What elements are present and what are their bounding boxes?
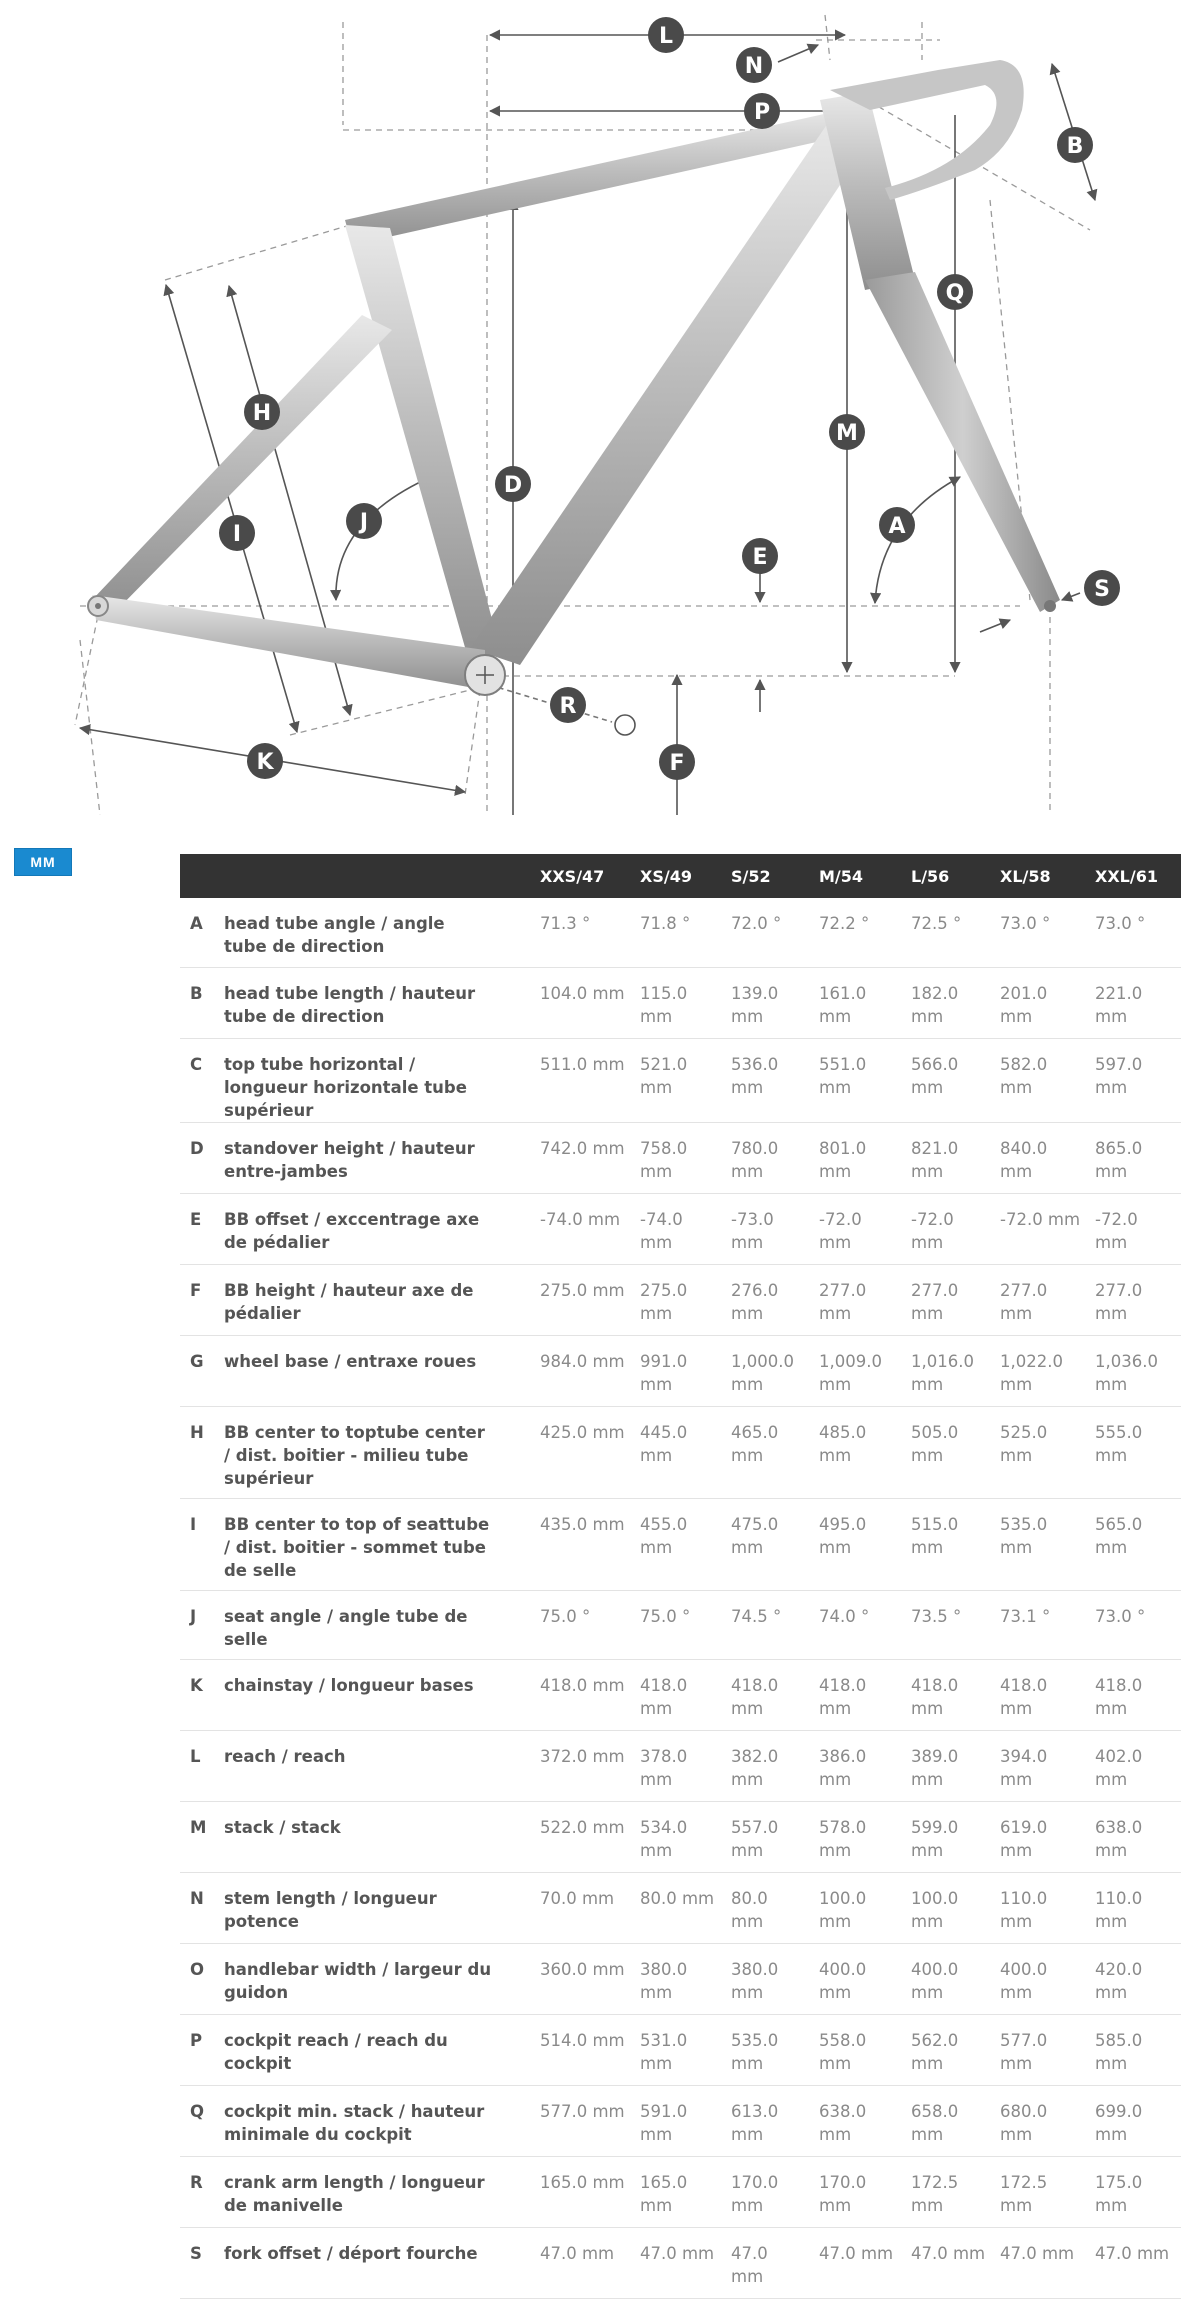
row-value: 558.0 mm: [811, 2014, 903, 2085]
row-value: 80.0 mm: [723, 1872, 811, 1943]
row-label: head tube angle / angle tube de direction: [216, 898, 532, 967]
row-label: reach / reach: [216, 1730, 532, 1801]
row-value: 485.0 mm: [811, 1406, 903, 1498]
svg-text:Q: Q: [945, 281, 965, 306]
table-row: [180, 2156, 1181, 2227]
row-label: cockpit min. stack / hauteur minimale du cockpit: [216, 2085, 532, 2156]
table-row: [180, 1801, 1181, 1872]
row-value: 277.0 mm: [811, 1264, 903, 1335]
row-value: 372.0 mm: [532, 1730, 632, 1801]
row-value: 840.0 mm: [992, 1122, 1087, 1193]
marker-p: [744, 93, 780, 129]
row-value: 418.0 mm: [632, 1659, 723, 1730]
row-value: 591.0 mm: [632, 2085, 723, 2156]
row-value: 110.0 mm: [1087, 1872, 1181, 1943]
row-value: 275.0 mm: [532, 1264, 632, 1335]
table-row: [180, 1122, 1181, 1193]
row-value: 418.0 mm: [532, 1659, 632, 1730]
row-value: 535.0 mm: [723, 2014, 811, 2085]
row-value: 402.0 mm: [1087, 1730, 1181, 1801]
row-value: 534.0 mm: [632, 1801, 723, 1872]
row-letter: S: [180, 2227, 216, 2298]
row-letter: H: [180, 1406, 216, 1498]
row-value: 418.0 mm: [1087, 1659, 1181, 1730]
row-value: 578.0 mm: [811, 1801, 903, 1872]
row-label: stack / stack: [216, 1801, 532, 1872]
row-value: 161.0 mm: [811, 967, 903, 1038]
row-letter: A: [180, 898, 216, 967]
svg-text:P: P: [753, 100, 771, 125]
row-value: 511.0 mm: [532, 1038, 632, 1122]
row-value: 104.0 mm: [532, 967, 632, 1038]
table-row: [180, 2014, 1181, 2085]
marker-n: [736, 47, 772, 83]
svg-text:F: F: [669, 751, 685, 776]
row-label: BB center to toptube center / dist. boitier - milieu tube supérieur: [216, 1406, 532, 1498]
row-value: 577.0 mm: [992, 2014, 1087, 2085]
header-size-s52: S/52: [731, 866, 771, 886]
row-value: 47.0 mm: [632, 2227, 723, 2298]
row-value: 276.0 mm: [723, 1264, 811, 1335]
row-label: top tube horizontal / longueur horizontale tube supérieur: [216, 1038, 532, 1122]
row-label: seat angle / angle tube de selle: [216, 1590, 532, 1659]
marker-r: [550, 687, 586, 723]
row-label: BB height / hauteur axe de pédalier: [216, 1264, 532, 1335]
row-value: 525.0 mm: [992, 1406, 1087, 1498]
svg-text:M: M: [836, 421, 858, 446]
table-row: [180, 1193, 1181, 1264]
header-size-l56: L/56: [911, 866, 950, 886]
header-size-m54: M/54: [819, 866, 864, 886]
row-value: 1,022.0 mm: [992, 1335, 1087, 1406]
table-row: [180, 1590, 1181, 1659]
table-row: [180, 898, 1181, 967]
row-value: 531.0 mm: [632, 2014, 723, 2085]
row-value: 658.0 mm: [903, 2085, 992, 2156]
row-value: 170.0 mm: [811, 2156, 903, 2227]
row-value: 71.3 °: [532, 898, 632, 967]
row-value: 400.0 mm: [992, 1943, 1087, 2014]
row-letter: D: [180, 1122, 216, 1193]
row-value: 47.0 mm: [903, 2227, 992, 2298]
table-row: [180, 1406, 1181, 1498]
row-value: 72.0 °: [723, 898, 811, 967]
row-value: 455.0 mm: [632, 1498, 723, 1590]
unit-toggle-mm[interactable]: MM: [14, 848, 72, 876]
marker-f: [659, 744, 695, 780]
row-value: 47.0 mm: [992, 2227, 1087, 2298]
svg-text:E: E: [752, 545, 768, 570]
table-row: [180, 1659, 1181, 1730]
marker-l: [648, 17, 684, 53]
row-value: 73.5 °: [903, 1590, 992, 1659]
row-value: 74.0 °: [811, 1590, 903, 1659]
row-value: 47.0 mm: [1087, 2227, 1181, 2298]
marker-h: [244, 394, 280, 430]
row-value: 47.0 mm: [532, 2227, 632, 2298]
row-value: 821.0 mm: [903, 1122, 992, 1193]
row-value: 70.0 mm: [532, 1872, 632, 1943]
row-value: 277.0 mm: [992, 1264, 1087, 1335]
row-label: BB center to top of seattube / dist. boitier - sommet tube de selle: [216, 1498, 532, 1590]
svg-text:N: N: [744, 54, 764, 79]
row-value: -74.0 mm: [532, 1193, 632, 1264]
row-value: 445.0 mm: [632, 1406, 723, 1498]
row-value: 565.0 mm: [1087, 1498, 1181, 1590]
row-letter: B: [180, 967, 216, 1038]
row-value: 505.0 mm: [903, 1406, 992, 1498]
table-row: [180, 1943, 1181, 2014]
row-value: 585.0 mm: [1087, 2014, 1181, 2085]
row-value: 75.0 °: [632, 1590, 723, 1659]
geometry-table: [180, 854, 1181, 2299]
svg-text:R: R: [559, 694, 577, 719]
geometry-table-body: [180, 898, 1181, 2298]
row-letter: R: [180, 2156, 216, 2227]
row-label: head tube length / hauteur tube de direction: [216, 967, 532, 1038]
row-value: 100.0 mm: [811, 1872, 903, 1943]
row-letter: F: [180, 1264, 216, 1335]
row-letter: C: [180, 1038, 216, 1122]
row-value: 1,009.0 mm: [811, 1335, 903, 1406]
row-value: 555.0 mm: [1087, 1406, 1181, 1498]
marker-d: [495, 466, 531, 502]
row-value: 165.0 mm: [632, 2156, 723, 2227]
row-value: 582.0 mm: [992, 1038, 1087, 1122]
row-value: 619.0 mm: [992, 1801, 1087, 1872]
row-letter: L: [180, 1730, 216, 1801]
row-value: 597.0 mm: [1087, 1038, 1181, 1122]
row-value: 418.0 mm: [723, 1659, 811, 1730]
row-value: 378.0 mm: [632, 1730, 723, 1801]
row-value: -72.0 mm: [811, 1193, 903, 1264]
row-value: 73.0 °: [1087, 1590, 1181, 1659]
row-value: 562.0 mm: [903, 2014, 992, 2085]
row-value: 277.0 mm: [1087, 1264, 1181, 1335]
row-value: 742.0 mm: [532, 1122, 632, 1193]
row-value: 389.0 mm: [903, 1730, 992, 1801]
row-value: 400.0 mm: [811, 1943, 903, 2014]
row-label: stem length / longueur potence: [216, 1872, 532, 1943]
svg-text:A: A: [888, 514, 906, 539]
row-value: 72.5 °: [903, 898, 992, 967]
row-value: 557.0 mm: [723, 1801, 811, 1872]
row-value: 420.0 mm: [1087, 1943, 1181, 2014]
row-value: 100.0 mm: [903, 1872, 992, 1943]
row-value: 418.0 mm: [992, 1659, 1087, 1730]
row-value: 522.0 mm: [532, 1801, 632, 1872]
row-value: 613.0 mm: [723, 2085, 811, 2156]
header-letter: [180, 854, 216, 898]
row-value: 535.0 mm: [992, 1498, 1087, 1590]
table-row: [180, 1730, 1181, 1801]
row-value: 515.0 mm: [903, 1498, 992, 1590]
row-value: 801.0 mm: [811, 1122, 903, 1193]
row-value: 758.0 mm: [632, 1122, 723, 1193]
row-value: 75.0 °: [532, 1590, 632, 1659]
row-value: 521.0 mm: [632, 1038, 723, 1122]
marker-a: [879, 507, 915, 543]
marker-q: [937, 274, 973, 310]
row-value: 201.0 mm: [992, 967, 1087, 1038]
row-value: 172.5 mm: [903, 2156, 992, 2227]
row-value: 638.0 mm: [1087, 1801, 1181, 1872]
row-value: 566.0 mm: [903, 1038, 992, 1122]
row-label: chainstay / longueur bases: [216, 1659, 532, 1730]
row-value: 680.0 mm: [992, 2085, 1087, 2156]
svg-text:H: H: [252, 401, 272, 426]
svg-text:I: I: [232, 522, 242, 547]
row-value: 495.0 mm: [811, 1498, 903, 1590]
svg-text:J: J: [359, 510, 369, 535]
row-value: 400.0 mm: [903, 1943, 992, 2014]
row-value: 465.0 mm: [723, 1406, 811, 1498]
row-label: handlebar width / largeur du guidon: [216, 1943, 532, 2014]
row-value: 73.1 °: [992, 1590, 1087, 1659]
row-value: 73.0 °: [1087, 898, 1181, 967]
marker-m: [829, 414, 865, 450]
row-value: 984.0 mm: [532, 1335, 632, 1406]
row-value: 73.0 °: [992, 898, 1087, 967]
row-value: 394.0 mm: [992, 1730, 1087, 1801]
row-value: -73.0 mm: [723, 1193, 811, 1264]
row-label: BB offset / exccentrage axe de pédalier: [216, 1193, 532, 1264]
row-value: 380.0 mm: [723, 1943, 811, 2014]
row-value: 221.0 mm: [1087, 967, 1181, 1038]
row-label: wheel base / entraxe roues: [216, 1335, 532, 1406]
row-value: -74.0 mm: [632, 1193, 723, 1264]
row-value: 599.0 mm: [903, 1801, 992, 1872]
row-label: fork offset / déport fourche: [216, 2227, 532, 2298]
marker-j: [346, 503, 382, 539]
row-value: 551.0 mm: [811, 1038, 903, 1122]
row-value: 275.0 mm: [632, 1264, 723, 1335]
svg-text:L: L: [658, 24, 674, 49]
row-value: 536.0 mm: [723, 1038, 811, 1122]
row-value: 360.0 mm: [532, 1943, 632, 2014]
header-size-xl58: XL/58: [1000, 866, 1051, 886]
row-value: 418.0 mm: [811, 1659, 903, 1730]
table-row: [180, 967, 1181, 1038]
marker-s: [1084, 570, 1120, 606]
marker-k: [247, 743, 283, 779]
svg-text:K: K: [256, 750, 274, 775]
table-row: [180, 1872, 1181, 1943]
row-value: -72.0 mm: [1087, 1193, 1181, 1264]
row-value: 182.0 mm: [903, 967, 992, 1038]
header-size-xxs47: XXS/47: [540, 866, 605, 886]
row-letter: Q: [180, 2085, 216, 2156]
bike-frame: [88, 60, 1060, 735]
row-label: cockpit reach / reach du cockpit: [216, 2014, 532, 2085]
row-value: 577.0 mm: [532, 2085, 632, 2156]
row-value: 115.0 mm: [632, 967, 723, 1038]
row-label: standover height / hauteur entre-jambes: [216, 1122, 532, 1193]
row-value: 80.0 mm: [632, 1872, 723, 1943]
row-letter: N: [180, 1872, 216, 1943]
row-value: 277.0 mm: [903, 1264, 992, 1335]
row-value: 165.0 mm: [532, 2156, 632, 2227]
row-letter: O: [180, 1943, 216, 2014]
row-letter: E: [180, 1193, 216, 1264]
row-value: 47.0 mm: [811, 2227, 903, 2298]
row-value: 175.0 mm: [1087, 2156, 1181, 2227]
row-value: 72.2 °: [811, 898, 903, 967]
row-value: 1,016.0 mm: [903, 1335, 992, 1406]
header-size-xxl61: XXL/61: [1095, 866, 1158, 886]
header-label: [216, 854, 532, 898]
row-value: 699.0 mm: [1087, 2085, 1181, 2156]
row-letter: K: [180, 1659, 216, 1730]
row-value: 380.0 mm: [632, 1943, 723, 2014]
row-letter: P: [180, 2014, 216, 2085]
row-value: 991.0 mm: [632, 1335, 723, 1406]
row-value: 71.8 °: [632, 898, 723, 967]
table-row: [180, 2085, 1181, 2156]
row-value: 172.5 mm: [992, 2156, 1087, 2227]
svg-text:D: D: [503, 473, 523, 498]
row-value: 1,036.0 mm: [1087, 1335, 1181, 1406]
table-header-row: [180, 854, 1181, 898]
svg-text:B: B: [1066, 134, 1084, 159]
row-letter: G: [180, 1335, 216, 1406]
marker-i: [219, 515, 255, 551]
row-value: 475.0 mm: [723, 1498, 811, 1590]
row-value: -72.0 mm: [992, 1193, 1087, 1264]
row-value: 780.0 mm: [723, 1122, 811, 1193]
row-value: 514.0 mm: [532, 2014, 632, 2085]
row-value: 418.0 mm: [903, 1659, 992, 1730]
row-letter: I: [180, 1498, 216, 1590]
row-letter: J: [180, 1590, 216, 1659]
marker-e: [742, 538, 778, 574]
row-value: 382.0 mm: [723, 1730, 811, 1801]
frame-geometry-diagram: [0, 0, 1200, 815]
row-value: 170.0 mm: [723, 2156, 811, 2227]
row-value: -72.0 mm: [903, 1193, 992, 1264]
row-value: 435.0 mm: [532, 1498, 632, 1590]
header-size-xs49: XS/49: [640, 866, 692, 886]
table-row: [180, 1264, 1181, 1335]
row-value: 139.0 mm: [723, 967, 811, 1038]
row-value: 865.0 mm: [1087, 1122, 1181, 1193]
row-value: 110.0 mm: [992, 1872, 1087, 1943]
row-value: 638.0 mm: [811, 2085, 903, 2156]
row-value: 386.0 mm: [811, 1730, 903, 1801]
table-row: [180, 2227, 1181, 2298]
row-label: crank arm length / longueur de manivelle: [216, 2156, 532, 2227]
row-value: 425.0 mm: [532, 1406, 632, 1498]
marker-b: [1057, 127, 1093, 163]
table-row: [180, 1335, 1181, 1406]
table-row: [180, 1498, 1181, 1590]
row-letter: M: [180, 1801, 216, 1872]
row-value: 47.0 mm: [723, 2227, 811, 2298]
row-value: 1,000.0 mm: [723, 1335, 811, 1406]
svg-text:S: S: [1094, 577, 1110, 602]
row-value: 74.5 °: [723, 1590, 811, 1659]
table-row: [180, 1038, 1181, 1122]
